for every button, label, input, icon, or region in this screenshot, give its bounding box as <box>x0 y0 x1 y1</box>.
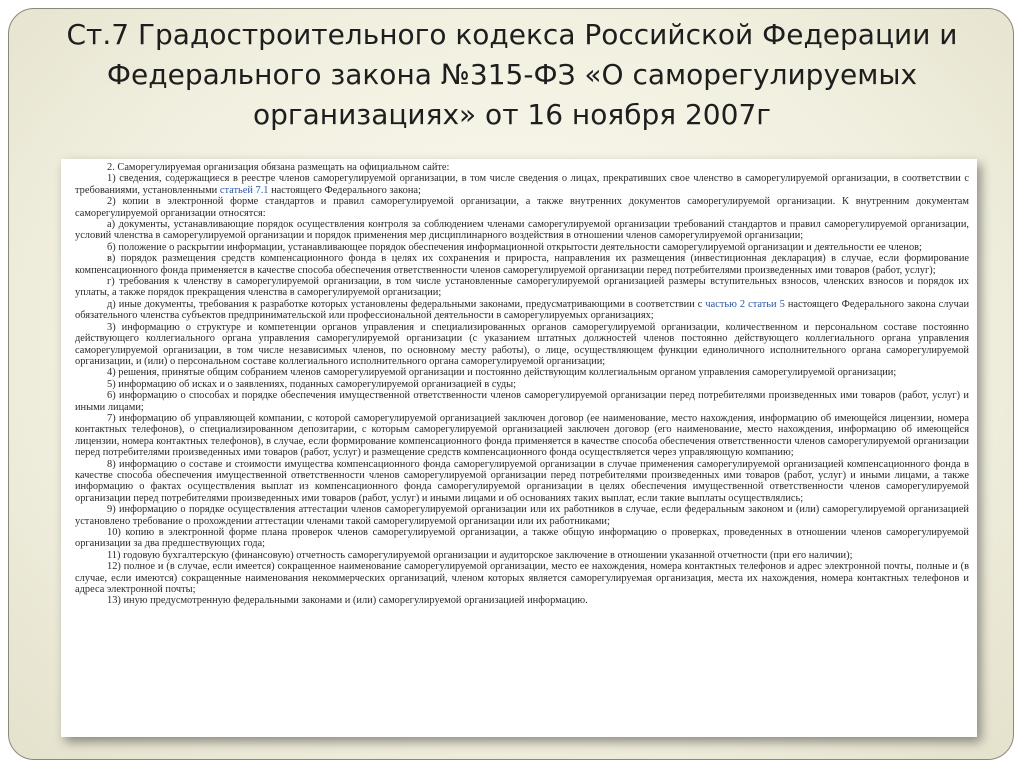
slide <box>8 8 1014 760</box>
paragraph-text: настоящего Федерального закона; <box>268 184 421 196</box>
doc-paragraph <box>75 299 969 322</box>
doc-paragraph: 3) информацию о структуре и компетенции органов управления и специализированных органов саморегулируемой организации, количественном и персональном составе постоянно действующего коллегиального органа управления саморегулируемой организации (с указанием штатных должностей членов постоянно действующего коллегиального органа управления саморегулируемой организации, в том числе независимых членов, по основному месту работы), о лице, осуществляющем функции единоличного исполнительного органа саморегулируемой организации, и (или) о персональном составе коллегиального исполнительного органа саморегулируемой организации; <box>75 321 969 367</box>
doc-paragraph: 12) полное и (в случае, если имеется) сокращенное наименование саморегулируемой организации, место ее нахождения, номера контактных телефонов и адрес электронной почты, полные и (в случае, если имеются) сокращенные наименования некоммерческих организаций, членом которых является саморегулируемая организация, места их нахождения, номера контактных телефонов и адреса электронной почты; <box>75 561 969 596</box>
doc-paragraph: 6) информацию о способах и порядке обеспечения имущественной ответственности членов саморегулируемой организации перед потребителями произведенных ими товаров (работ, услуг) и иными лицами; <box>75 390 969 413</box>
doc-paragraph: 8) информацию о составе и стоимости имущества компенсационного фонда саморегулируемой организации в случае применения саморегулируемой организацией компенсационного фонда в качестве способа обеспечения имущественной ответственности членов саморегулируемой организации перед потребителями произведенных ими товаров (работ, услуг) и иными лицами, а также информацию о фактах осуществления выплат из компенсационного фонда саморегулируемой организации в целях обеспечения имущественной ответственности членов саморегулируемой организации перед потребителями произведенных ими товаров (работ, услуг) и иными лицами и об основаниях таких выплат, если такие выплаты осуществлялись; <box>75 458 969 504</box>
doc-paragraph: 10) копию в электронной форме плана проверок членов саморегулируемой организации, а также общую информацию о проверках, проведенных в отношении членов саморегулируемой организации за два предшествующих года; <box>75 527 969 550</box>
doc-paragraph: 2. Саморегулируемая организация обязана размещать на официальном сайте: <box>107 162 450 173</box>
title-line: организациях» от 16 ноября 2007г <box>253 98 771 131</box>
slide-title <box>39 15 985 135</box>
title-line: Федерального закона №315-ФЗ «О саморегулируемых <box>106 58 918 91</box>
doc-paragraph: в) порядок размещения средств компенсационного фонда в целях их сохранения и прироста, направления их размещения (инвестиционная декларация) в случае, если формирование компенсационного фонда применяется в качестве способа обеспечения ответственности членов саморегулируемой организации перед потребителями произведенных ими товаров (работ, услуг); <box>75 253 969 276</box>
doc-paragraph <box>75 173 969 196</box>
paragraph-text: д) иные документы, требования к разработке которых установлены федеральными законами, предусматривающими в соответствии с <box>107 298 706 310</box>
doc-paragraph: 13) иную предусмотренную федеральными законами и (или) саморегулируемой организацией информацию. <box>107 595 588 607</box>
doc-paragraph: 2) копии в электронной форме стандартов и правил саморегулируемой организации, а также внутренних документов саморегулируемой организации. К внутренним документам саморегулируемой организации относятся: <box>75 196 969 219</box>
doc-paragraph: б) положение о раскрытии информации, устанавливающее порядок обеспечения информационной открытости деятельности саморегулируемой организации и деятельности ее членов; <box>107 241 922 253</box>
doc-paragraph: 4) решения, принятые общим собранием членов саморегулируемой организации и постоянно действующим коллегиальным органом управления саморегулируемой организации; <box>107 367 897 379</box>
paragraph-text: настоящего Федерального закона случаи обязательного членства субъектов предпринимательской или профессиональной деятельности в саморегулируемых организациях; <box>75 298 970 322</box>
doc-paragraph: 11) годовую бухгалтерскую (финансовую) отчетность саморегулируемой организации и аудиторское заключение в отношении указанной отчетности (при его наличии); <box>107 549 853 561</box>
article-5-part-2-link[interactable]: частью 2 статьи 5 <box>705 298 785 310</box>
document-scan <box>61 159 977 737</box>
paragraph-text: 1) сведения, содержащиеся в реестре членов саморегулируемой организации, в том числе сведения о лицах, прекративших свое членство в саморегулируемой организации, в соответствии с требованиями, установленными <box>75 173 969 196</box>
doc-paragraph: г) требования к членству в саморегулируемой организации, в том числе установленные саморегулируемой организацией размеры вступительных взносов, членских взносов и порядок их уплаты, а также порядок прекращения членства в саморегулируемой организации; <box>75 276 969 299</box>
article-7-1-link[interactable]: статьей 7.1 <box>219 184 269 196</box>
title-line: Ст.7 Градостроительного кодекса Российской Федерации и <box>66 18 958 51</box>
doc-paragraph: 9) информацию о порядке осуществления аттестации членов саморегулируемой организации или их работников в случае, если федеральным законом и (или) саморегулируемой организацией установлено требование о прохождении аттестации членами такой саморегулируемой организации или их работниками; <box>75 504 969 527</box>
doc-paragraph: 5) информацию об исках и о заявлениях, поданных саморегулируемой организацией в суды; <box>107 378 517 390</box>
doc-paragraph: а) документы, устанавливающие порядок осуществления контроля за соблюдением членами саморегулируемой организации требований стандартов и правил саморегулируемой организации, условий членства в саморегулируемой организации и порядок применения мер дисциплинарного воздействия в отношении членов саморегулируемой организации; <box>75 219 969 242</box>
doc-paragraph: 7) информацию об управляющей компании, с которой саморегулируемой организацией заключен договор (ее наименование, место нахождения, информацию об имеющейся лицензии, номера контактных телефонов), о специализированном депозитарии, с которым саморегулируемой организацией заключен договор (его наименование, место нахождения, информацию об имеющейся лицензии, номера контактных телефонов), в случае, если формирование компенсационного фонда применяется в качестве способа обеспечения ответственности членов саморегулируемой организации перед потребителями произведенных ими товаров (работ, услуг) и размещение средств компенсационного фонда осуществляется через управляющую компанию; <box>75 412 969 459</box>
